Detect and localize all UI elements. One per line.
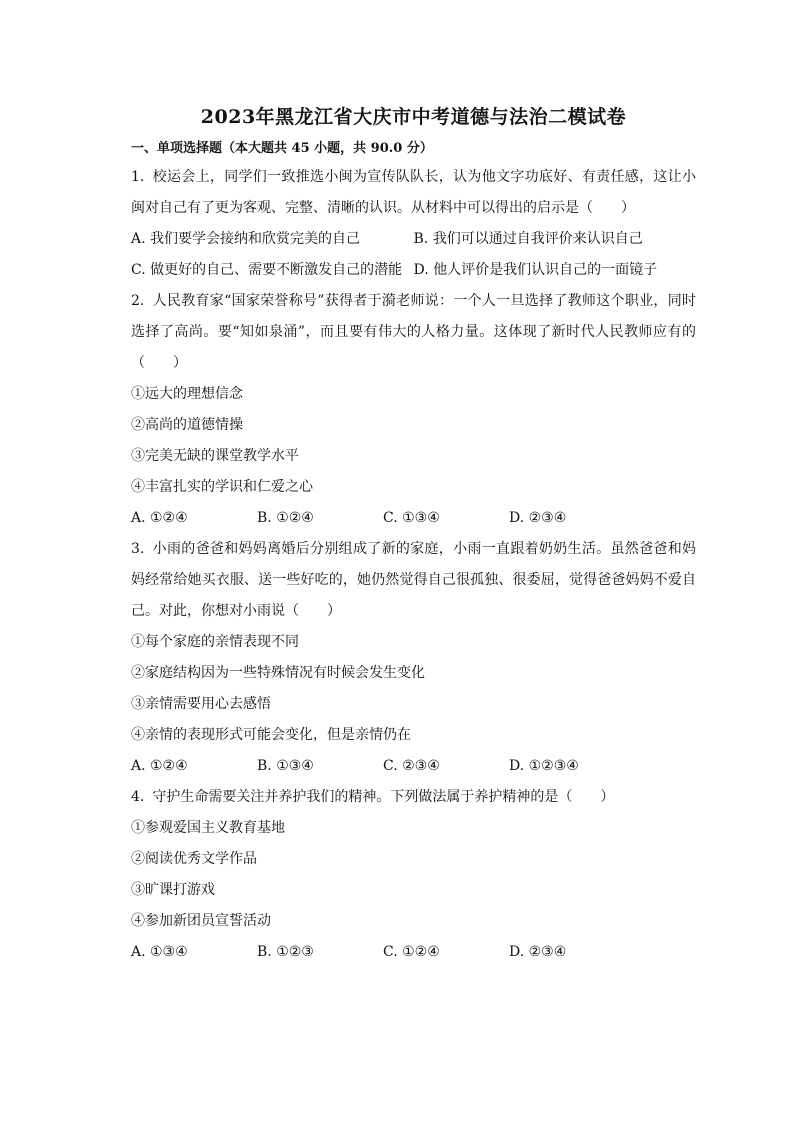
- option-b[interactable]: B. ①②③: [257, 944, 314, 960]
- statement-item: ①每个家庭的亲情表现不同: [131, 634, 299, 650]
- option-a[interactable]: A. ①②④: [131, 510, 188, 526]
- statement-item: ①远大的理想信念: [131, 386, 243, 402]
- option-b[interactable]: B. 我们可以通过自我评价来认识自己: [413, 231, 643, 247]
- statement-item: ②高尚的道德情操: [131, 417, 243, 433]
- statement-item: ①参观爱国主义教育基地: [131, 820, 285, 836]
- question-number: 4.: [131, 789, 145, 805]
- option-a[interactable]: A. ①②④: [131, 758, 188, 774]
- question-stem: [131, 162, 696, 224]
- options-row: [131, 503, 696, 534]
- option-a[interactable]: A. ①③④: [131, 944, 188, 960]
- statement-item: ④参加新团员宣誓活动: [131, 913, 271, 929]
- statement-item: ③旷课打游戏: [131, 882, 215, 898]
- options-row: [131, 255, 696, 286]
- statement-item: ④亲情的表现形式可能会变化，但是亲情仍在: [131, 727, 411, 743]
- question-text: 守护生命需要关注并养护我们的精神。下列做法属于养护精神的是（ ）: [152, 789, 615, 805]
- option-c[interactable]: C. ②③④: [383, 758, 440, 774]
- question-stem: [131, 782, 696, 813]
- option-c[interactable]: C. ①②④: [383, 944, 440, 960]
- question-text: 校运会上，同学们一致推选小闽为宣传队队长，认为他文字功底好、有责任感，这让小闽对自己有了更为客观、完整、清晰的认识。从材料中可以得出的启示是（ ）: [131, 169, 696, 216]
- option-d[interactable]: D. 他人评价是我们认识自己的一面镜子: [413, 262, 658, 278]
- question-3: [131, 534, 696, 782]
- statement-item: ④丰富扎实的学识和仁爱之心: [131, 479, 313, 495]
- option-d[interactable]: D. ①②③④: [509, 758, 579, 774]
- option-c[interactable]: C. 做更好的自己、需要不断激发自己的潜能: [131, 262, 403, 278]
- statement-item: ②家庭结构因为一些特殊情况有时候会发生变化: [131, 665, 425, 681]
- question-1: [131, 162, 696, 286]
- statement-item: ③完美无缺的课堂教学水平: [131, 448, 299, 464]
- question-number: 1.: [131, 169, 145, 185]
- question-text: 人民教育家“国家荣誉称号”获得者于漪老师说：一个人一旦选择了教师这个职业，同时选择了高尚。要“知如泉涌”，而且要有伟大的人格力量。这体现了新时代人民教师应有的（ ）: [131, 293, 696, 371]
- section-heading: 一、单项选择题（本大题共 45 小题，共 90.0 分）: [131, 141, 433, 156]
- question-number: 2.: [131, 293, 145, 309]
- option-c[interactable]: C. ①③④: [383, 510, 440, 526]
- exam-title: 2023年黑龙江省大庆市中考道德与法治二模试卷: [200, 106, 627, 128]
- question-stem: [131, 286, 696, 379]
- option-a[interactable]: A. 我们要学会接纳和欣赏完美的自己: [131, 231, 361, 247]
- statement-item: ③亲情需要用心去感悟: [131, 696, 271, 712]
- statement-item: ②阅读优秀文学作品: [131, 851, 257, 867]
- option-b[interactable]: B. ①③④: [257, 758, 314, 774]
- question-number: 3.: [131, 541, 145, 557]
- option-b[interactable]: B. ①②④: [257, 510, 314, 526]
- option-d[interactable]: D. ②③④: [509, 944, 567, 960]
- question-text: 小雨的爸爸和妈妈离婚后分别组成了新的家庭，小雨一直跟着奶奶生活。虽然爸爸和妈妈经常给她买衣服、送一些好吃的，她仍然觉得自己很孤独、很委屈，觉得爸爸妈妈不爱自己。对此，你想对小雨说（ ）: [131, 541, 696, 619]
- options-row: [131, 224, 696, 255]
- options-row: [131, 937, 696, 968]
- question-4: [131, 782, 696, 968]
- exam-page: [131, 100, 696, 968]
- option-d[interactable]: D. ②③④: [509, 510, 567, 526]
- question-2: [131, 286, 696, 534]
- options-row: [131, 751, 696, 782]
- question-stem: [131, 534, 696, 627]
